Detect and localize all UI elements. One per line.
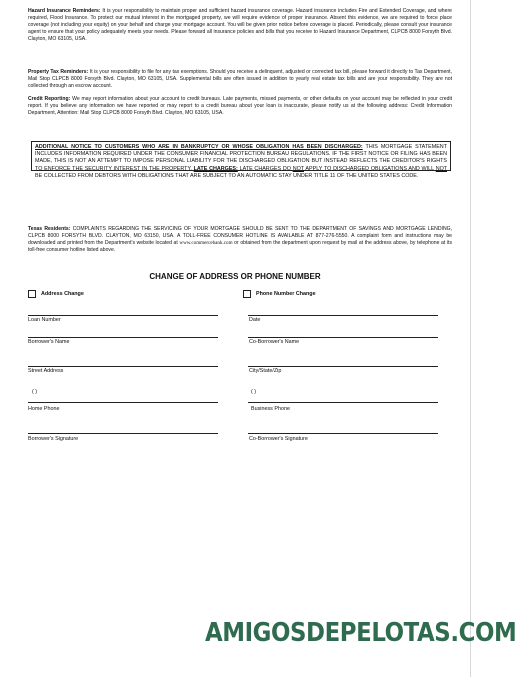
coborrower-signature-field[interactable] [248, 433, 438, 434]
texas-text-1: COMPLAINTS REGARDING THE SERVICING OF YOUR MORTGAGE SHOULD BE SENT TO THE DEPARTMENT OF SAVINGS AND MORTGAGE LENDING, CLPCB 8000 FORSYTH BLVD. CLAYTON, MO 63150, USA. A TOLL-FREE CONSUMER HOTLINE IS AVAILABLE AT 877-276-5550. A complaint form and instructions may be downloaded and printed from the Department's website located at [28, 226, 452, 246]
property-tax-paragraph [28, 69, 452, 90]
notice-heading: ADDITIONAL NOTICE TO CUSTOMERS WHO ARE IN BANKRUPTCY OR WHOSE OBLIGATION HAS BEEN DISCHARGED: [35, 144, 363, 150]
city-state-zip-field[interactable] [248, 366, 438, 367]
hazard-insurance-paragraph [28, 8, 452, 43]
credit-text: We may report information about your account to credit bureaus. Late payments, missed payments, or other defaults on your account may be reflected in your credit report. If you believe any information we have reported or may report to a credit bureau about your loan is inaccurate, please notify us at the following address: Credit Information Department, Attention: Mail Stop CLPCB 8000 Forsyth Blvd. Clayton, MO 63105, USA. [28, 96, 452, 116]
city-state-zip-label: City/State/Zip [249, 368, 282, 374]
phone-change-label: Phone Number Change [256, 291, 316, 297]
loan-number-label: Loan Number [28, 317, 61, 323]
notice-text-2: LATE CHARGES DO [237, 165, 293, 172]
business-phone-label: Business Phone [251, 406, 290, 412]
phone-change-option[interactable] [243, 290, 316, 298]
texas-residents-paragraph [28, 226, 452, 254]
form-title: CHANGE OF ADDRESS OR PHONE NUMBER [149, 272, 321, 281]
texas-website: www.commercebank.com [179, 239, 233, 246]
notice-not-2: NOT [435, 165, 447, 172]
date-label: Date [249, 317, 261, 323]
address-change-option[interactable] [28, 290, 84, 298]
borrower-name-field[interactable] [28, 337, 218, 338]
street-address-field[interactable] [28, 366, 218, 367]
hazard-text: It is your responsibility to maintain proper and sufficient hazard insurance coverage. Hazard insurance includes Fire and Extended Coverage, and where required, Flood Insurance. To protect our mutual interest in the mortgaged property, we will require evidence of proper insurance. Absent this evidence, we are required to force place coverage (not including your equity) on your behalf and charge your mortgage account. You will be given prior notice before coverage is placed. Periodically, please consult your insurance agent to ensure that your policy adequately meets your needs. Please forward all insurance policies and bills that you receive to Hazard Insurance Department, CLPCB 8000 Forsyth Blvd. Clayton, MO 63105, USA. [28, 8, 452, 42]
property-tax-text: It is your responsibility to file for any tax exemptions. Should you receive a delinquent, adjusted or corrected tax bill, please forward it directly to Tax Department, Mail Stop CLPCB 8000 Forsyth Blvd. Clayton, MO 63105, USA. Supplemental bills are often issued in addition to yearly real estate tax bills and are your responsibility. They are not collected through an escrow account. [28, 69, 452, 89]
bankruptcy-notice-box [31, 141, 451, 179]
address-change-checkbox[interactable] [28, 290, 36, 298]
notice-text-3: APPLY TO DISCHARGED OBLIGATIONS AND WILL [303, 165, 436, 172]
credit-heading: Credit Reporting: [28, 96, 71, 102]
home-phone-area-code: ( ) [32, 389, 38, 395]
notice-text-1: THIS MORTGAGE STATEMENT INCLUDES INFORMATION REQUIRED UNDER THE CONSUMER FINANCIAL PROTECTION BUREAU REGULATIONS. IF THE FIRST NOTICE OR FILING HAS BEEN MADE, THIS IS NOT AN ATTEMPT TO IMPOSE PERSONAL LIABILITY FOR THE DISCHARGED OBLIGATION BUT INSTEAD REFLECTS THE CREDITOR'S RIGHTS TO ENFORCE THE SECURITY INTEREST IN THE PROPERTY. [35, 144, 447, 172]
street-address-label: Street Address [28, 368, 64, 374]
credit-reporting-paragraph [28, 96, 452, 117]
phone-change-checkbox[interactable] [243, 290, 251, 298]
business-phone-area-code: ( ) [251, 389, 257, 395]
coborrower-name-label: Co-Borrower's Name [249, 339, 300, 345]
property-tax-heading: Property Tax Reminders: [28, 69, 89, 75]
borrower-signature-field[interactable] [28, 433, 218, 434]
watermark-logo: AMIGOSDEPELOTAS.COM [205, 618, 516, 648]
notice-text-4: BE COLLECTED FROM DEBTORS WITH OBLIGATIONS THAT ARE SUBJECT TO AN AUTOMATIC STAY UNDER TITLE 11 OF THE UNITED STATES CODE. [35, 172, 419, 179]
coborrower-signature-label: Co-Borrower's Signature [249, 436, 308, 442]
home-phone-field[interactable] [28, 402, 218, 403]
texas-text-2: or obtained from the department upon request by mail at the address above, by telephone at its toll-free consumer hotline listed above. [28, 239, 452, 253]
hazard-heading: Hazard Insurance Reminders: [28, 8, 101, 14]
address-change-label: Address Change [41, 291, 84, 297]
borrower-name-label: Borrower's Name [28, 339, 70, 345]
texas-heading: Texas Residents: [28, 226, 71, 232]
business-phone-field[interactable] [248, 402, 438, 403]
coborrower-name-field[interactable] [248, 337, 438, 338]
borrower-signature-label: Borrower's Signature [28, 436, 79, 442]
late-charges-heading: LATE CHARGES: [193, 165, 238, 172]
date-field[interactable] [248, 315, 438, 316]
notice-not-1: NOT [292, 165, 304, 172]
loan-number-field[interactable] [28, 315, 218, 316]
home-phone-label: Home Phone [28, 406, 60, 412]
